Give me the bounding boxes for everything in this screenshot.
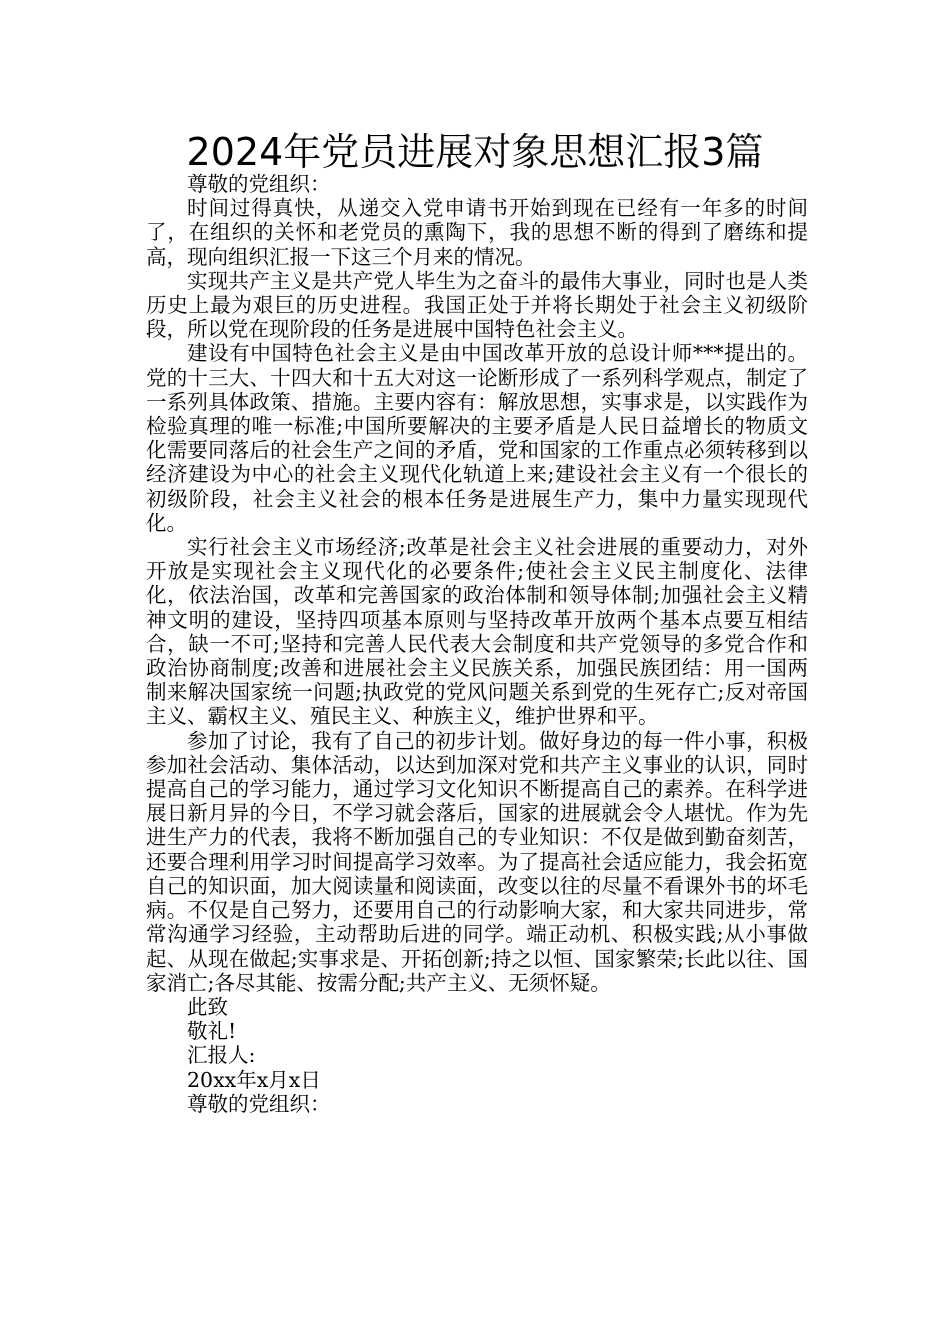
paragraph-1: 时间过得真快，从递交入党申请书开始到现在已经有一年多的时间了，在组织的关怀和老党员的熏陶下，我的思想不断的得到了磨练和提高，现向组织汇报一下这三个月来的情况。 — [146, 196, 808, 269]
reporter-label: 汇报人: — [187, 1043, 256, 1068]
paragraph-3: 建设有中国特色社会主义是由中国改革开放的总设计师***提出的。党的十三大、十四大和十五大对这一论断形成了一系列科学观点，制定了一系列具体政策、措施。主要内容有：解放思想，实事求是，以实践作为检验真理的唯一标准;中国所要解决的主要矛盾是人民日益增长的物质文化需要同落后的社会生产之间的矛盾，党和国家的工作重点必须转移到以经济建设为中心的社会主义现代化轨道上来;建设社会主义有一个很长的初级阶段，社会主义社会的根本任务是进展生产力，集中力量实现现代化。 — [146, 341, 808, 535]
document-body — [146, 172, 808, 1116]
salutation: 尊敬的党组织： — [187, 172, 331, 196]
next-salutation: 尊敬的党组织： — [187, 1091, 331, 1116]
paragraph-2: 实现共产主义是共产党人毕生为之奋斗的最伟大事业，同时也是人类历史上最为艰巨的历史进程。我国正处于并将长期处于社会主义初级阶段，所以党在现阶段的任务是进展中国特色社会主义。 — [146, 268, 808, 342]
closing-line-2: 敬礼! — [187, 1019, 237, 1044]
paragraph-5: 参加了讨论，我有了自己的初步计划。做好身边的每一件小事，积极参加社会活动、集体活动，以达到加深对党和共产主义事业的认识，同时提高自己的学习能力，通过学习文化知识不断提高自己的素养。在科学进展日新月异的今日，不学习就会落后，国家的进展就会令人堪忧。作为先进生产力的代表，我将不断加强自己的专业知识：不仅是做到勤奋刻苦，还要合理利用学习时间提高学习效率。为了提高社会适应能力，我会拓宽自己的知识面，加大阅读量和阅读面，改变以往的尽量不看课外书的坏毛病。不仅是自己努力，还要用自己的行动影响大家，和大家共同进步，常常沟通学习经验，主动帮助后进的同学。端正动机、积极实践;从小事做起、从现在做起;实事求是、开拓创新;持之以恒、国家繁荣;长此以往、国家消亡;各尽其能、按需分配;共产主义、无须怀疑。 — [146, 728, 808, 995]
closing-line-1: 此致 — [187, 994, 228, 1019]
date-line: 20xx年x月x日 — [187, 1067, 321, 1092]
document-title: 2024年党员进展对象思想汇报3篇 — [186, 130, 764, 174]
paragraph-4: 实行社会主义市场经济;改革是社会主义社会进展的重要动力，对外开放是实现社会主义现代化的必要条件;使社会主义民主制度化、法律化，依法治国，改革和完善国家的政治体制和领导体制;加强社会主义精神文明的建设，坚持四项基本原则与坚持改革开放两个基本点要互相结合，缺一不可;坚持和完善人民代表大会制度和共产党领导的多党合作和政治协商制度;改善和进展社会主义民族关系，加强民族团结：用一国两制来解决国家统一问题;执政党的党风问题关系到党的生死存亡;反对帝国主义、霸权主义、殖民主义、种族主义，维护世界和平。 — [146, 535, 808, 729]
